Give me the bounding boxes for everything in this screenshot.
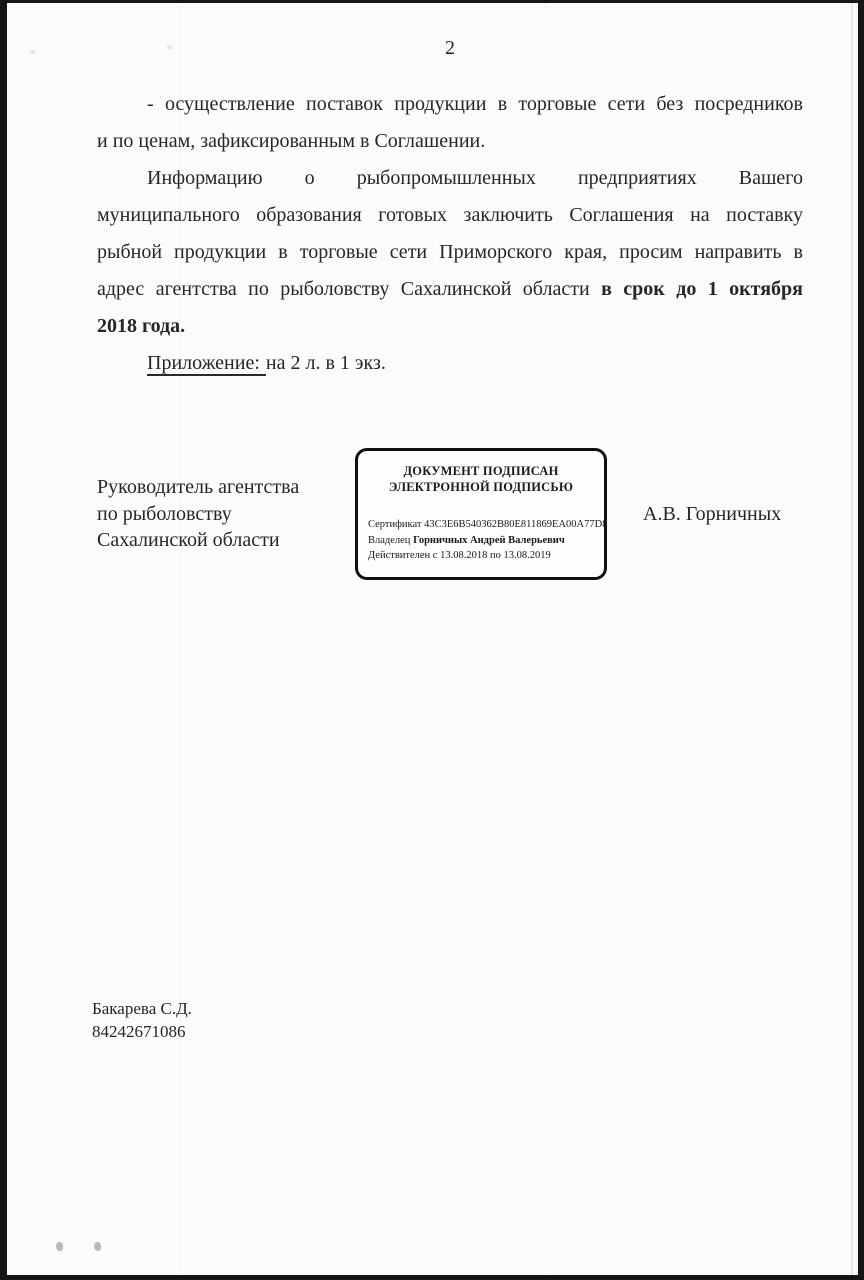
page-edge-shadow [851,0,853,1280]
certificate-label: Сертификат [368,519,422,530]
attachment-line [97,345,803,382]
owner-value: Горничных Андрей Валерьевич [413,534,565,546]
signer-position [97,474,299,554]
scan-speck [94,1242,101,1251]
deadline-bold-text: в срок до 1 октября [601,278,803,300]
certificate-value: 43C3E6B540362B80E811869EA00A77D8 [424,519,608,530]
stamp-certificate-line [368,517,608,533]
scan-edge-left [0,0,7,1280]
paragraph2-line1: Информацию о рыбопромышленных предприятиях Вашего [147,167,803,189]
scan-edge-right [858,0,864,1280]
paragraph1-line1: - осуществление поставок продукции в торговые сети без посредников [147,93,803,115]
paragraph2-line2: муниципального образования готовых заключить Соглашения на поставку [97,204,803,226]
paragraph2-line4 [97,271,803,308]
deadline-bold-line2: 2018 года. [97,315,186,337]
scan-speck [56,1242,63,1251]
stamp-title-line1: ДОКУМЕНТ ПОДПИСАН [403,464,559,478]
paragraph2-line4-normal: адрес агентства по рыболовству Сахалинской области [97,278,602,300]
stamp-certificate-info [368,517,608,564]
paragraph2-line3: рыбной продукции в торговые сети Приморского края, просим направить в [97,241,803,263]
signer-position-line2: по рыболовству [97,502,232,525]
page-number: 2 [445,37,455,59]
digital-signature-stamp [355,448,607,580]
stamp-title-line2: ЭЛЕКТРОННОЙ ПОДПИСЬЮ [388,480,574,494]
signer-name: А.В. Горничных [643,503,782,525]
attachment-label: Приложение: [147,352,266,376]
executor-phone: 84242671086 [92,1022,186,1041]
scan-edge-top [0,0,864,3]
owner-label: Владелец [368,534,411,546]
paragraph1-line2: и по ценам, зафиксированным в Соглашении. [97,130,486,152]
stamp-validity-line: Действителен с 13.08.2018 по 13.08.2019 [368,550,551,561]
attachment-text: на 2 л. в 1 экз. [265,352,386,374]
scan-speck [30,50,35,54]
letter-body [97,86,803,382]
stamp-title [358,463,604,495]
signer-position-line1: Руководитель агентства [97,476,300,498]
stamp-owner-line [368,533,599,549]
executor-name: Бакарева С.Д. [92,999,192,1018]
signer-position-line3: Сахалинской области [97,529,280,551]
executor-contact [92,997,192,1043]
scan-edge-bottom [0,1275,864,1280]
